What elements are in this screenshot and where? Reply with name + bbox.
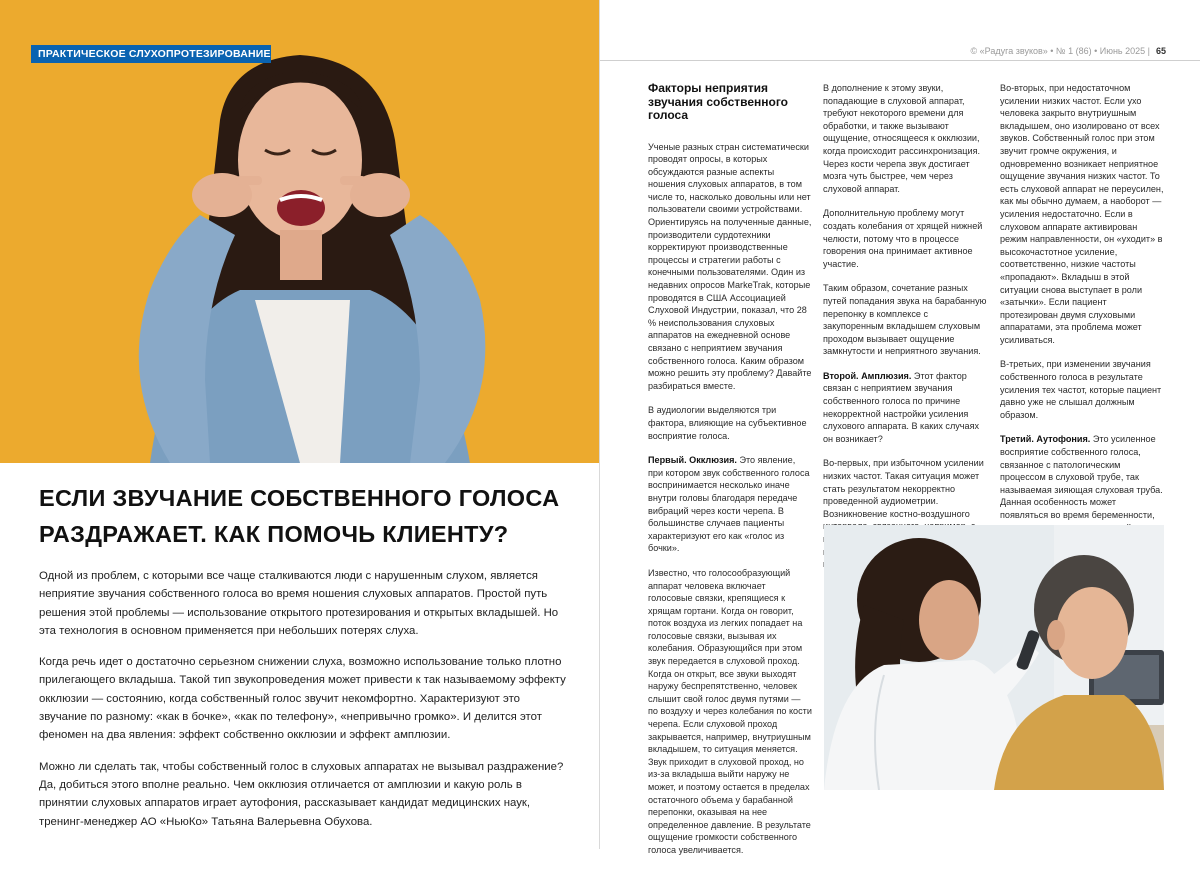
running-head-text: © «Радуга звуков» • № 1 (86) • Июнь 2025 | bbox=[970, 46, 1150, 56]
lead-paragraph: Когда речь идет о достаточно серьезном снижении слуха, возможно использование только плотно прилегающего вкладыша. Такой тип звукопроведения может привести к так называемому эффекту окклюзии — состоянию, когда собственный голос звучит некомфортно. Характеризуют это звучание по разному: «как в бочке», «как по телефону», «непривычно громко». И делится этот феномен на два явления: эффект собственно окклюзии и эффект амплюзии. bbox=[39, 656, 566, 742]
doctor-exam-photo bbox=[824, 525, 1164, 790]
headline-line-1: ЕСЛИ ЗВУЧАНИЕ СОБСТВЕННОГО ГОЛОСА bbox=[39, 485, 560, 511]
text-column-2 bbox=[823, 82, 987, 583]
photo-doctor-ear-exam-icon bbox=[824, 525, 1164, 790]
body-paragraph: Ученые разных стран систематически проводят опросы, в которых обсуждаются разные аспекты ношения слуховых аппаратов, в том числе то, насколько довольны или нет пользователи своими устройствами. Ориентируясь на полученные данные, производители сурдотехники корректируют производственные процессы и стратегии работы с конечными пользователями. Один из недавних опросов MarkeTrak, которые проводятся в США Ассоциацией Слуховой Индустрии, показал, что 28 % неиспользования слуховых аппаратов на ежедневной основе связано с неприятием звучания собственного голоса. Каким образом можно решить эту проблему? Давайте разбираться вместе. bbox=[648, 141, 812, 391]
body-paragraph: Таким образом, сочетание разных путей попадания звука на барабанную перепонку в комплексе с закупоренным вкладышем слуховым проходом вызывает ощущение замкнутости и неприятного звучания. bbox=[823, 283, 987, 357]
lead-text bbox=[39, 567, 567, 844]
text-column-1 bbox=[648, 82, 812, 869]
body-paragraph: Во-первых, при избыточном усилении низких частот. Такая ситуация может стать результатом некорректно проведенной аудиометрии. Возникновение костно-воздушного bbox=[823, 458, 984, 519]
running-head bbox=[971, 46, 1166, 56]
body-paragraph: Второй. Амплюзия. Этот фактор связан с неприятием звучания собственного голоса по причине некорректной настройки усиления слухового аппарата. В каких случаях он возникает? bbox=[823, 370, 980, 444]
body-paragraph: Первый. Окклюзия. Это явление, при котором звук собственного голоса воспринимается несколько иначе внутри головы благодаря передаче вибраций через кости черепа. В большинстве случаев пациенты характеризуют его как «голос из бочки». bbox=[648, 455, 810, 554]
text-column-3 bbox=[1000, 82, 1164, 597]
page-number: 65 bbox=[1155, 46, 1166, 56]
lead-paragraph: Можно ли сделать так, чтобы собственный голос в слуховых аппаратах не вызывал раздражение? Да, добиться этого вполне реально. Чем окклюзия отличается от амплюзии и какую роль в принятии слуховых аппаратов играет аутофония, рассказывает кандидат медицинских наук, тренинг-менеджер АО «НьюКо» Татьяна Валерьевна Обухова. bbox=[39, 760, 564, 828]
body-paragraph: Третий. Аутофония. Это усиленное восприятие собственного голоса, связанное с патологическим процессом в слуховой трубе, так называемая зияющая слуховая труба. Данная особенность может появляться во время беременности, bbox=[1000, 434, 1163, 520]
subheading: Факторы неприятия звучания собственного голоса bbox=[648, 81, 789, 122]
body-paragraph: В дополнение к этому звуки, попадающие в слуховой аппарат, требуют некоторого времени для обработки, и также вызывают ощущение, относящееся к окклюзии, когда происходит рассинхронизация. Через кости черепа звук достигает мозга чуть быстрее, чем через слуховой аппарат. bbox=[823, 83, 981, 194]
body-paragraph: В-третьих, при изменении звучания собственного голоса в результате усиления тех частот, которые пациент давно уже не слышал должным образом. bbox=[1000, 359, 1162, 420]
hero-photo bbox=[0, 0, 600, 463]
body-paragraph: Во-вторых, при недостаточном усилении низких частот. Если ухо человека закрыто внутриушным вкладышем, оно изолировано от всех звуков. Собственный голос при этом звучит громче окружения, и одновременно возникает неприятное ощущение звучания низких частот. То есть слуховой аппарат не переусилен, как мы обычно думаем, а наоборот — усиления недостаточно. Если в слуховом аппарате активирован режим направленности, он «уходит» в высокочастотное усиление, соответственно, низкие частоты «пропадают». Вкладыш в этой ситуации снова выступает в роли «затычки». Если пациент протезирован двумя слуховыми аппаратами, эта проблема может усиливаться. bbox=[1000, 83, 1164, 345]
body-paragraph: В аудиологии выделяются три фактора, влияющие на субъективное восприятие голоса. bbox=[648, 405, 807, 441]
body-paragraph: Дополнительную проблему могут создать колебания от хрящей нижней челюсти, потому что в процессе говорения она принимает активное участие. bbox=[823, 208, 983, 269]
section-tag: ПРАКТИЧЕСКОЕ СЛУХОПРОТЕЗИРОВАНИЕ bbox=[31, 45, 271, 63]
lead-paragraph: Одной из проблем, с которыми все чаще сталкиваются люди с нарушенным слухом, является неприятие звучания собственного голоса во время ношения слуховых аппаратов. Простой путь решения этой проблемы — использование открытого протезирования и открытых вкладышей. Но эта технология в основном применяется при небольших потерях слуха. bbox=[39, 570, 559, 637]
body-paragraph: Известно, что голосообразующий аппарат человека включает голосовые связки, крепящиеся к хрящам гортани. Когда он говорит, поток воздуха из легких попадает на голосовые связки, вызывая их колебания. Образующийся при этом звук передается в слуховой проход. Когда он открыт, все звуки выходят наружу беспрепятственно, человек слышит свой голос двумя путями — по воздуху и через колебания по кости черепа. Если слуховой проход закрывается, например, внутриушным вкладышем, то ситуация меняется. Звук приходит в слуховой проход, но из-за вкладыша выйти наружу не может, и поэтому остается в пределах остаточного объема у барабанной перепонки, оказывая на нее определенное давление. В результате ощущение громкости собственного голоса увеличивается. bbox=[648, 567, 812, 855]
right-page bbox=[600, 0, 1200, 855]
headline-line-2: РАЗДРАЖАЕТ. КАК ПОМОЧЬ КЛИЕНТУ? bbox=[39, 521, 509, 547]
article-headline bbox=[39, 480, 579, 552]
left-page bbox=[0, 0, 600, 849]
photo-woman-covering-ears-icon bbox=[0, 0, 600, 463]
header-rule bbox=[600, 60, 1200, 61]
